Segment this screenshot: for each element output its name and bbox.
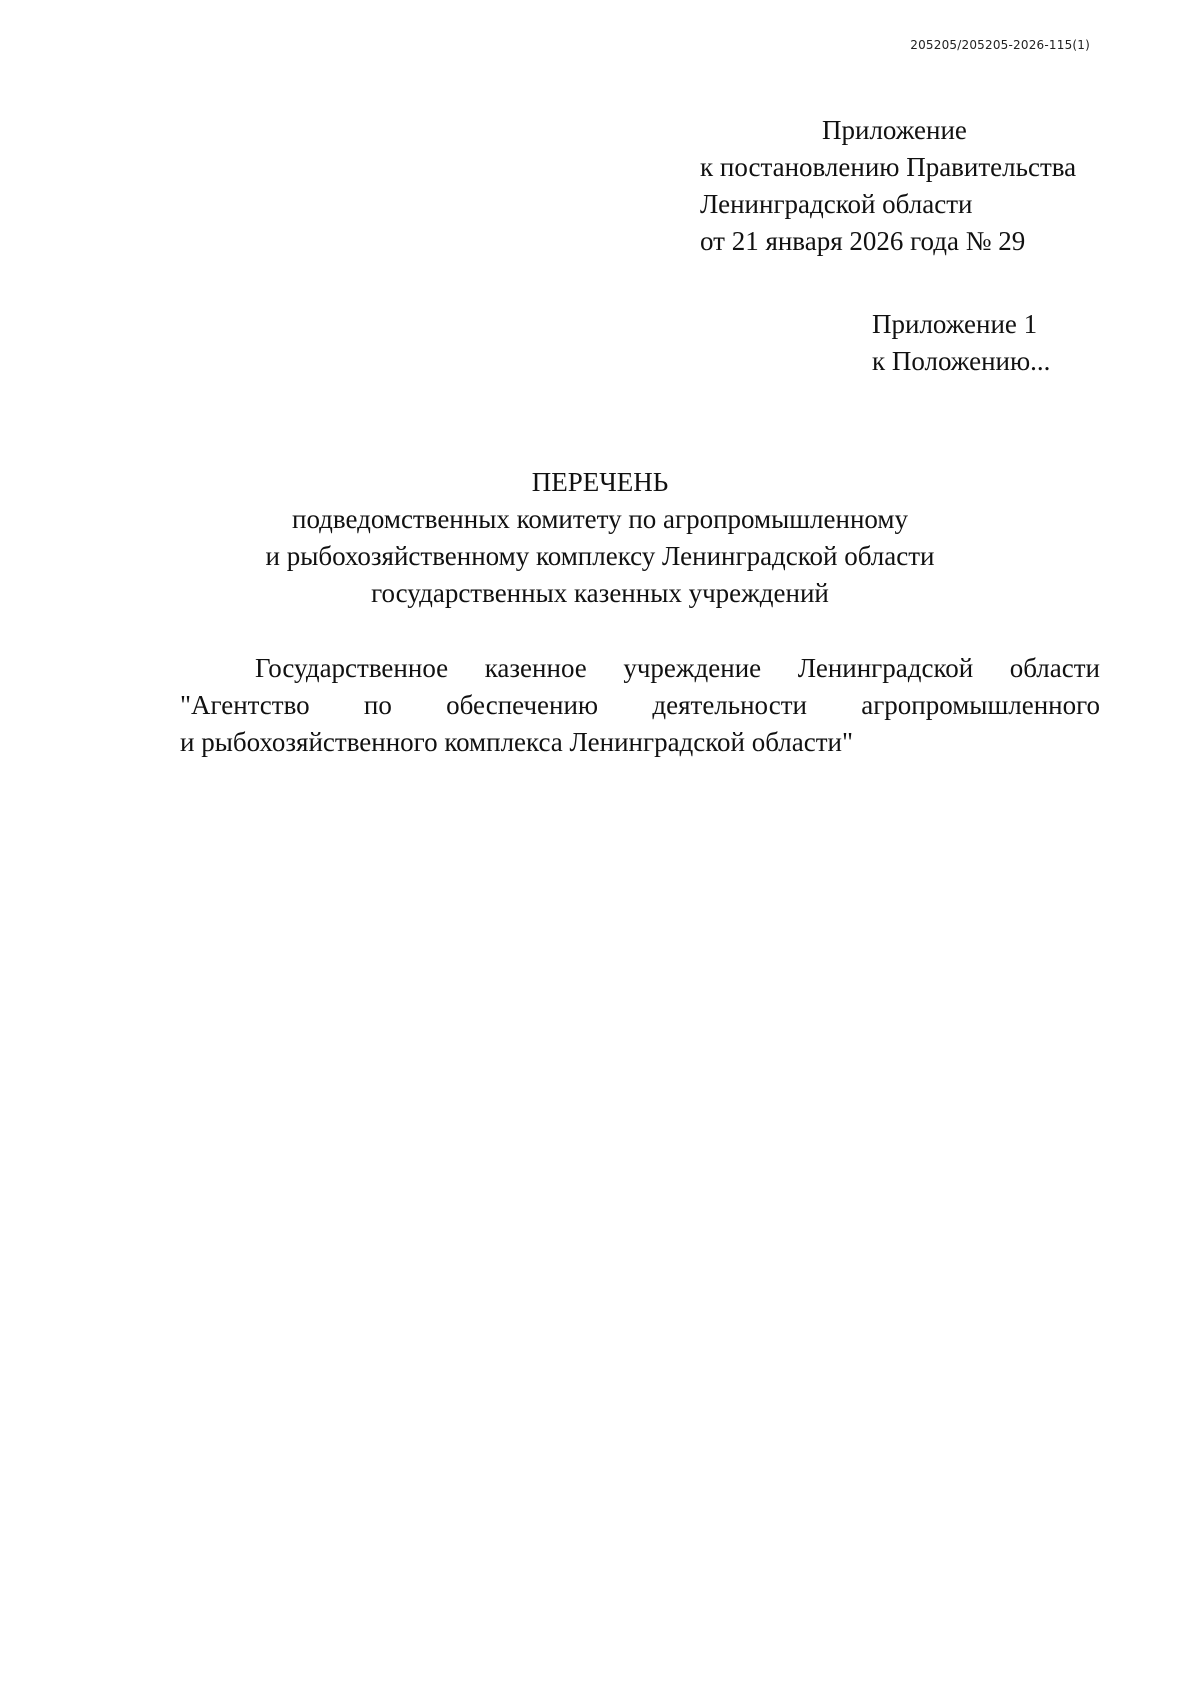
body-line-2: "Агентство по обеспечению деятельности агропромышленного — [180, 690, 1100, 720]
annex-region-line: Ленинградской области — [700, 189, 973, 219]
annex-sub-label: Приложение 1 — [872, 309, 1038, 339]
annex-sub-header — [872, 306, 1050, 380]
annex-header — [700, 112, 1076, 260]
title-line-4: государственных казенных учреждений — [371, 578, 829, 608]
document-id: 205205/205205-2026-115(1) — [910, 38, 1090, 52]
title-line-3: и рыбохозяйственному комплексу Ленинградской области — [265, 541, 935, 571]
annex-sub-ref: к Положению... — [872, 346, 1051, 376]
body-line-3: и рыбохозяйственного комплекса Ленинградской области" — [180, 727, 853, 757]
document-title — [0, 464, 1200, 612]
title-heading: ПЕРЕЧЕНЬ — [531, 467, 669, 497]
annex-label: Приложение — [822, 115, 967, 145]
body-line-1: Государственное казенное учреждение Ленинградской области — [255, 653, 1100, 683]
annex-date-line: от 21 января 2026 года № 29 — [700, 226, 1026, 256]
annex-ref-line: к постановлению Правительства — [700, 152, 1077, 182]
institution-paragraph — [180, 650, 1100, 761]
title-line-2: подведомственных комитету по агропромышленному — [292, 504, 908, 534]
